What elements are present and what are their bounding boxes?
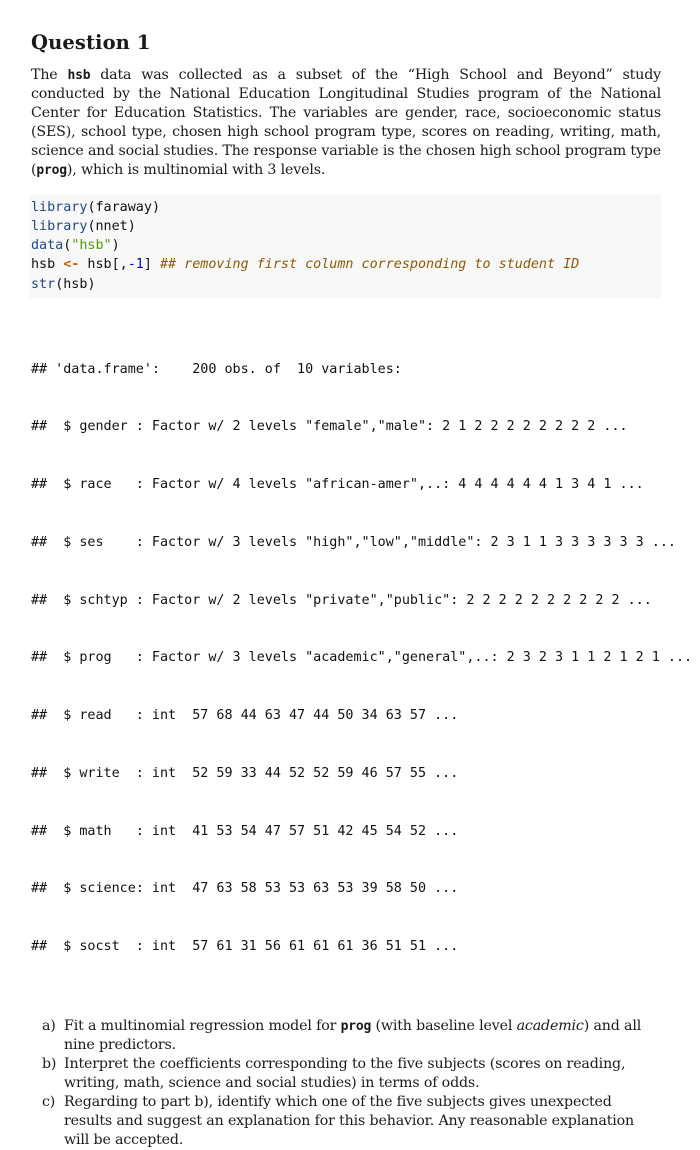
part-a-emphasis: academic — [516, 1017, 584, 1034]
question-parts-list — [31, 1017, 661, 1150]
code-lhs: hsb — [31, 257, 64, 273]
question-part-a — [31, 1017, 661, 1055]
part-a-text-mid: (with baseline level — [371, 1017, 517, 1034]
part-a-code: prog — [340, 1018, 372, 1034]
code-line: library(nnet) — [31, 218, 136, 234]
question-page — [31, 30, 693, 1150]
code-argument: nnet — [95, 218, 128, 234]
output-line: ## $ ses : Factor w/ 3 levels "high","low","middle": 2 3 1 1 3 3 3 3 3 3 ... — [31, 534, 676, 550]
code-line: str(hsb) — [31, 276, 96, 292]
code-argument: hsb — [63, 276, 88, 292]
code-line — [31, 255, 661, 274]
code-comment: ## removing first column corresponding to student ID — [160, 257, 580, 273]
code-line: data("hsb") — [31, 238, 120, 254]
intro-code-hsb: hsb — [67, 68, 91, 83]
intro-paragraph — [31, 66, 661, 181]
part-marker: c) — [42, 1094, 56, 1111]
code-rhs: hsb[, — [79, 257, 128, 273]
intro-text-middle: data was collected as a subset of the “High School and Beyond” study conducted by the National Education Longitudinal Studies program of the National Center for Education Statistics. The variables are gender, race, socioeconomic status (SES), school type, chosen high school program type, scores on reading, writing, math, science and social studies. The response variable is the chosen high school program type ( — [31, 67, 661, 179]
output-line: ## $ schtyp : Factor w/ 2 levels "private","public": 2 2 2 2 2 2 2 2 2 2 ... — [31, 592, 652, 608]
part-marker: b) — [42, 1055, 57, 1072]
code-function: str — [31, 276, 56, 292]
part-c-text: Regarding to part b), identify which one of the five subjects gives unexpected results and suggest an explanation for this behavior. Any reasonable explanation will be accepted. — [64, 1094, 635, 1149]
intro-code-prog: prog — [36, 163, 67, 179]
part-a-text-pre: Fit a multinomial regression model for — [64, 1017, 341, 1034]
code-function: library — [31, 199, 88, 215]
output-line: ## $ write : int 52 59 33 44 52 52 59 46 57 55 ... — [31, 765, 459, 781]
intro-text-after: ), which is multinomial with 3 levels. — [66, 162, 326, 179]
code-line: library(faraway) — [31, 199, 160, 215]
question-part-b — [31, 1055, 661, 1093]
code-number: -1 — [127, 257, 144, 273]
output-line: ## $ socst : int 57 61 31 56 61 61 61 36 51 51 ... — [31, 939, 459, 955]
part-b-text: Interpret the coefficients corresponding to the five subjects (scores on reading, writing, math, science and social studies) in terms of odds. — [64, 1055, 626, 1092]
r-code-block — [29, 194, 661, 298]
code-function: data — [31, 238, 64, 254]
part-marker: a) — [42, 1017, 56, 1034]
code-assign-operator: <- — [63, 257, 80, 273]
output-line: ## $ gender : Factor w/ 2 levels "female","male": 2 1 2 2 2 2 2 2 2 2 ... — [31, 419, 628, 435]
code-function: library — [31, 218, 88, 234]
output-line: ## $ race : Factor w/ 4 levels "african-amer",..: 4 4 4 4 4 4 1 3 4 1 ... — [31, 477, 644, 493]
r-output-block — [31, 321, 693, 995]
question-title: Question 1 — [31, 31, 151, 54]
output-line: ## 'data.frame': 200 obs. of 10 variables: — [31, 361, 402, 377]
output-line: ## $ read : int 57 68 44 63 47 44 50 34 63 57 ... — [31, 708, 459, 724]
code-string: "hsb" — [71, 238, 112, 254]
output-line: ## $ science: int 47 63 58 53 53 63 53 39 58 50 ... — [31, 881, 459, 897]
output-line: ## $ prog : Factor w/ 3 levels "academic","general",..: 2 3 2 3 1 1 2 1 2 1 ... — [31, 650, 693, 666]
question-part-c — [31, 1093, 661, 1150]
intro-text-before: The — [31, 67, 68, 83]
code-argument: faraway — [95, 199, 152, 215]
code-close: ] — [143, 257, 160, 273]
output-line: ## $ math : int 41 53 54 47 57 51 42 45 54 52 ... — [31, 823, 459, 839]
part-a-text-post: ) and all nine predictors. — [64, 1017, 642, 1053]
